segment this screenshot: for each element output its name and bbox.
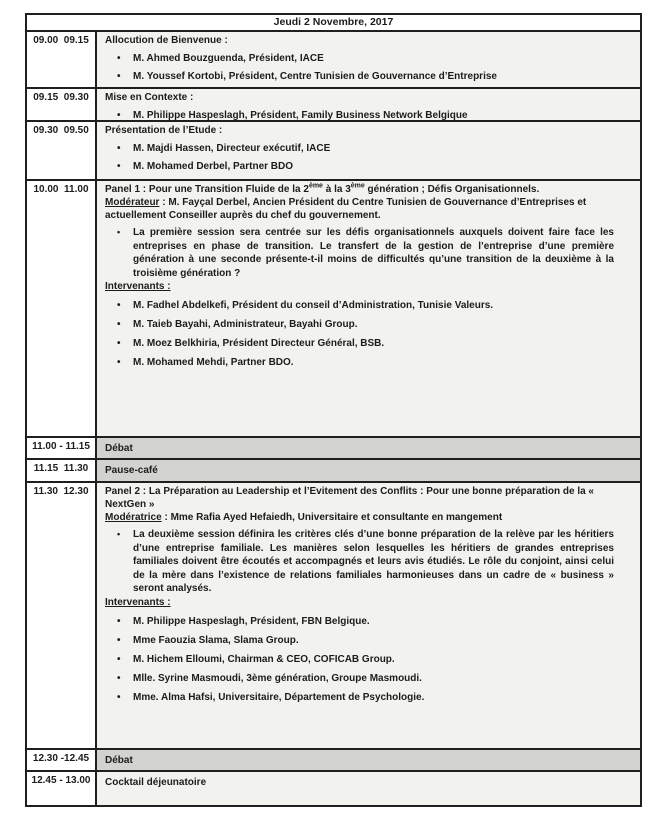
speaker-item: • Mlle. Syrine Masmoudi, 3ème génération, Groupe Masmoudi. [105, 672, 614, 685]
speakers-heading: Intervenants : [105, 281, 171, 292]
moderator-label: Modératrice [105, 512, 162, 523]
table-row-panel-2 [27, 481, 640, 748]
speaker-item: • M. Philippe Haspeslagh, Président, FBN Belgique. [105, 615, 614, 628]
speaker-item: • M. Youssef Kortobi, Président, Centre Tunisien de Gouvernance d’Entreprise [105, 70, 614, 83]
moderator-line [105, 196, 614, 222]
speaker-list [105, 52, 614, 83]
moderator-text: : M. Fayçal Derbel, Ancien Président du Centre Tunisien de Gouvernance d’Entreprises et actuellement Conseiller auprès du chef du gouvernement. [105, 197, 587, 221]
moderator-line [105, 511, 614, 524]
table-row-context [27, 87, 640, 120]
speaker-item: • Mme Faouzia Slama, Slama Group. [105, 634, 614, 647]
time-cell: 09.15 09.30 [27, 89, 97, 120]
time-cell: 10.00 11.00 [27, 181, 97, 436]
time-cell: 12.30 -12.45 [27, 750, 97, 770]
speaker-item: • M. Ahmed Bouzguenda, Président, IACE [105, 52, 614, 65]
speakers-heading: Intervenants : [105, 596, 171, 608]
panel-title: Panel 2 : La Préparation au Leadership et l’Evitement des Conflits : Pour une bonne préparation de la « NextGen » [105, 486, 594, 510]
time-cell: 09.00 09.15 [27, 32, 97, 87]
panel-title: Panel 1 : Pour une Transition Fluide de la 2ème à la 3ème génération ; Défis Organisationnels. [105, 182, 540, 195]
session-title: Mise en Contexte : [105, 92, 194, 103]
table-row-cocktail [27, 770, 640, 805]
table-row-study [27, 120, 640, 179]
speaker-item: • M. Mohamed Mehdi, Partner BDO. [105, 356, 614, 369]
speaker-item: • M. Majdi Hassen, Directeur exécutif, IACE [105, 142, 614, 155]
time-cell: 11.00 - 11.15 [27, 438, 97, 458]
session-title: Présentation de l’Etude : [105, 125, 223, 136]
speaker-list [105, 299, 614, 369]
speaker-item: • M. Mohamed Derbel, Partner BDO [105, 160, 614, 173]
session-title: Allocution de Bienvenue : [105, 35, 228, 46]
date-title: Jeudi 2 Novembre, 2017 [273, 16, 394, 28]
session-description: • La deuxième session définira les critères clés d’une bonne préparation de la relève par les héritiers d’une entreprise familiale. Les manières selon lesquelles les héritiers de grandes entreprises familiales doivent être écoutés et accompagnés et leurs avis étudiés. Le rôle du conjoint, ainsi celui de la mère dans l’existence de relations familiales harmonieuses dans un cadre de « business » seront analysés. [105, 528, 614, 596]
time-cell: 09.30 09.50 [27, 122, 97, 179]
speaker-item: • M. Hichem Elloumi, Chairman & CEO, COFICAB Group. [105, 653, 614, 666]
session-cell [97, 181, 640, 436]
moderator-label: Modérateur [105, 197, 160, 208]
time-cell: 11.15 11.30 [27, 460, 97, 481]
session-description: • La première session sera centrée sur les défis organisationnels auxquels doivent faire face les entreprises en phase de transition. Le transfert de la gestion de l’entreprise d’une première génération à une seconde présente-t-il moins de difficultés qu’une transition de la deuxième à la troisième génération ? [105, 226, 614, 280]
agenda-table [25, 13, 642, 807]
speaker-item: • M. Taieb Bayahi, Administrateur, Bayahi Group. [105, 318, 614, 331]
superscript: ème [308, 182, 323, 190]
session-description-list [105, 528, 614, 596]
table-row-debate-2 [27, 748, 640, 770]
session-cell [97, 483, 640, 748]
superscript: ème [350, 182, 365, 190]
table-row-panel-1 [27, 179, 640, 436]
session-cell [97, 32, 640, 87]
session-cell [97, 122, 640, 179]
time-cell: 12.45 - 13.00 [27, 772, 97, 805]
speaker-list [105, 109, 614, 120]
session-cell: Pause-café [97, 460, 640, 481]
speaker-item: • M. Moez Belkhiria, Président Directeur Général, BSB. [105, 337, 614, 350]
table-row-welcome [27, 30, 640, 87]
table-header-row [27, 15, 640, 30]
session-description-list [105, 226, 614, 280]
speaker-list [105, 615, 614, 704]
moderator-text: : Mme Rafia Ayed Hefaiedh, Universitaire et consultante en mangement [161, 512, 503, 523]
session-cell: Débat [97, 750, 640, 770]
table-row-coffee-break [27, 458, 640, 481]
session-cell [97, 89, 640, 120]
session-cell: Débat [97, 438, 640, 458]
speaker-list [105, 142, 614, 173]
speaker-item: • Mme. Alma Hafsi, Universitaire, Département de Psychologie. [105, 691, 614, 704]
speaker-item: • M. Fadhel Abdelkefi, Président du conseil d’Administration, Tunisie Valeurs. [105, 299, 614, 312]
session-cell: Cocktail déjeunatoire [97, 772, 640, 805]
speaker-item: • M. Philippe Haspeslagh, Président, Family Business Network Belgique [105, 109, 614, 120]
time-cell: 11.30 12.30 [27, 483, 97, 748]
table-row-debate-1 [27, 436, 640, 458]
